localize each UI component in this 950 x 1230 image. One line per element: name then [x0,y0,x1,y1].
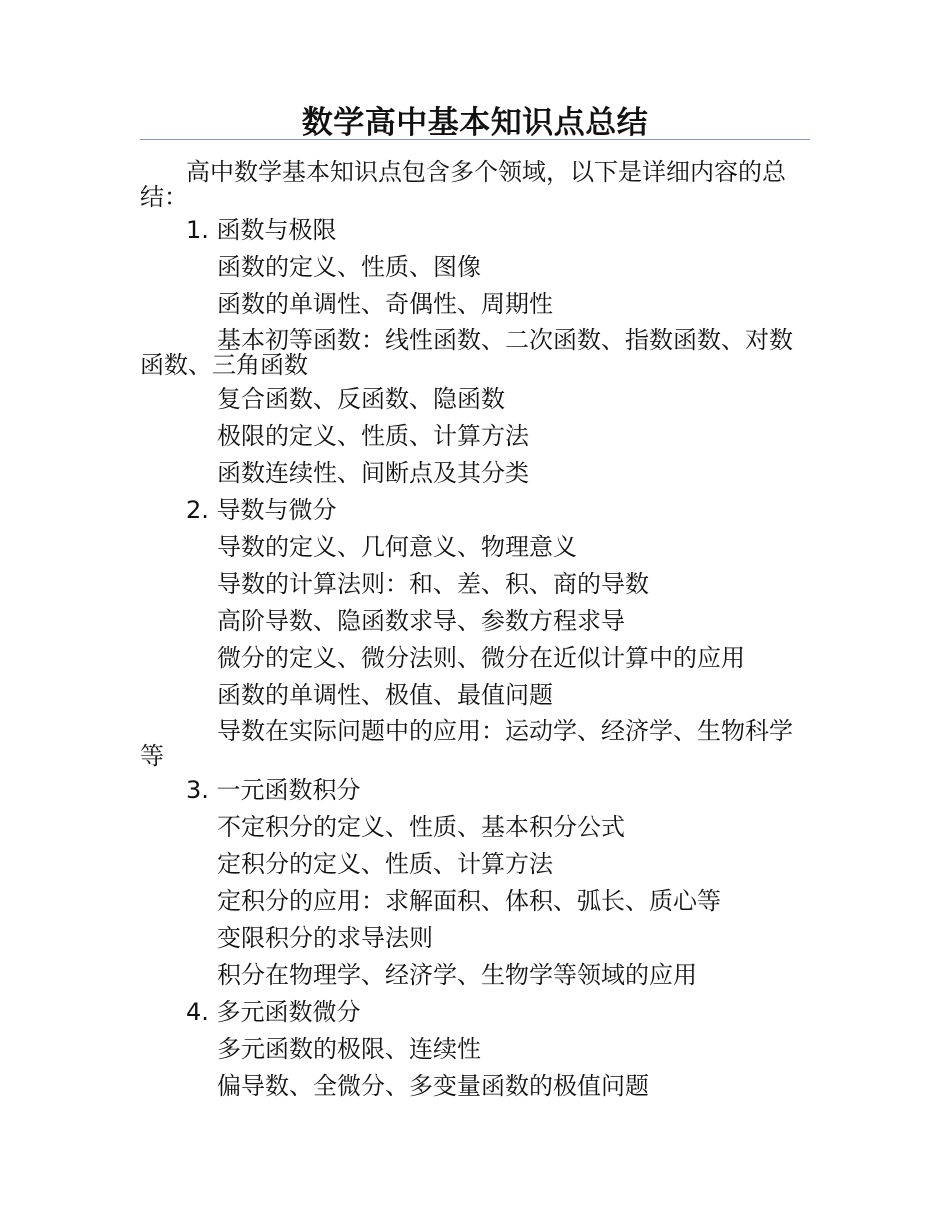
page-title: 数学高中基本知识点总结 [301,105,649,141]
list-item: 微分的定义、微分法则、微分在近似计算中的应用 [217,644,745,672]
list-item: 函数的单调性、奇偶性、周期性 [217,290,553,318]
list-item: 变限积分的求导法则 [217,924,433,952]
list-item: 导数的定义、几何意义、物理意义 [217,533,577,561]
list-item: 函数连续性、间断点及其分类 [217,459,529,487]
section-multivariable-differential [140,994,810,1105]
section-heading: 2. 导数与微分 [186,496,337,524]
section-single-variable-integration [140,772,810,994]
list-item: 导数的计算法则：和、差、积、商的导数 [217,570,649,598]
document-body [140,150,810,1105]
list-item: 高阶导数、隐函数求导、参数方程求导 [217,607,625,635]
title-underline [140,139,810,140]
list-item: 函数的单调性、极值、最值问题 [217,681,553,709]
list-item: 偏导数、全微分、多变量函数的极值问题 [217,1072,649,1100]
intro-paragraph: 高中数学基本知识点包含多个领域，以下是详细内容的总结： [140,158,786,211]
section-heading: 4. 多元函数微分 [186,998,361,1026]
list-item: 定积分的应用：求解面积、体积、弧长、质心等 [217,887,721,915]
list-item: 基本初等函数：线性函数、二次函数、指数函数、对数函数、三角函数 [140,326,793,379]
list-item: 复合函数、反函数、隐函数 [217,385,505,413]
list-item: 定积分的定义、性质、计算方法 [217,850,553,878]
list-item: 极限的定义、性质、计算方法 [217,422,529,450]
section-heading: 3. 一元函数积分 [186,776,361,804]
list-item: 积分在物理学、经济学、生物学等领域的应用 [217,961,697,989]
list-item: 导数在实际问题中的应用：运动学、经济学、生物科学等 [140,717,793,770]
section-heading: 1. 函数与极限 [186,216,337,244]
section-derivatives-differentials [140,492,810,772]
section-functions-limits [140,212,810,492]
list-item: 多元函数的极限、连续性 [217,1035,481,1063]
list-item: 函数的定义、性质、图像 [217,253,481,281]
list-item: 不定积分的定义、性质、基本积分公式 [217,813,625,841]
